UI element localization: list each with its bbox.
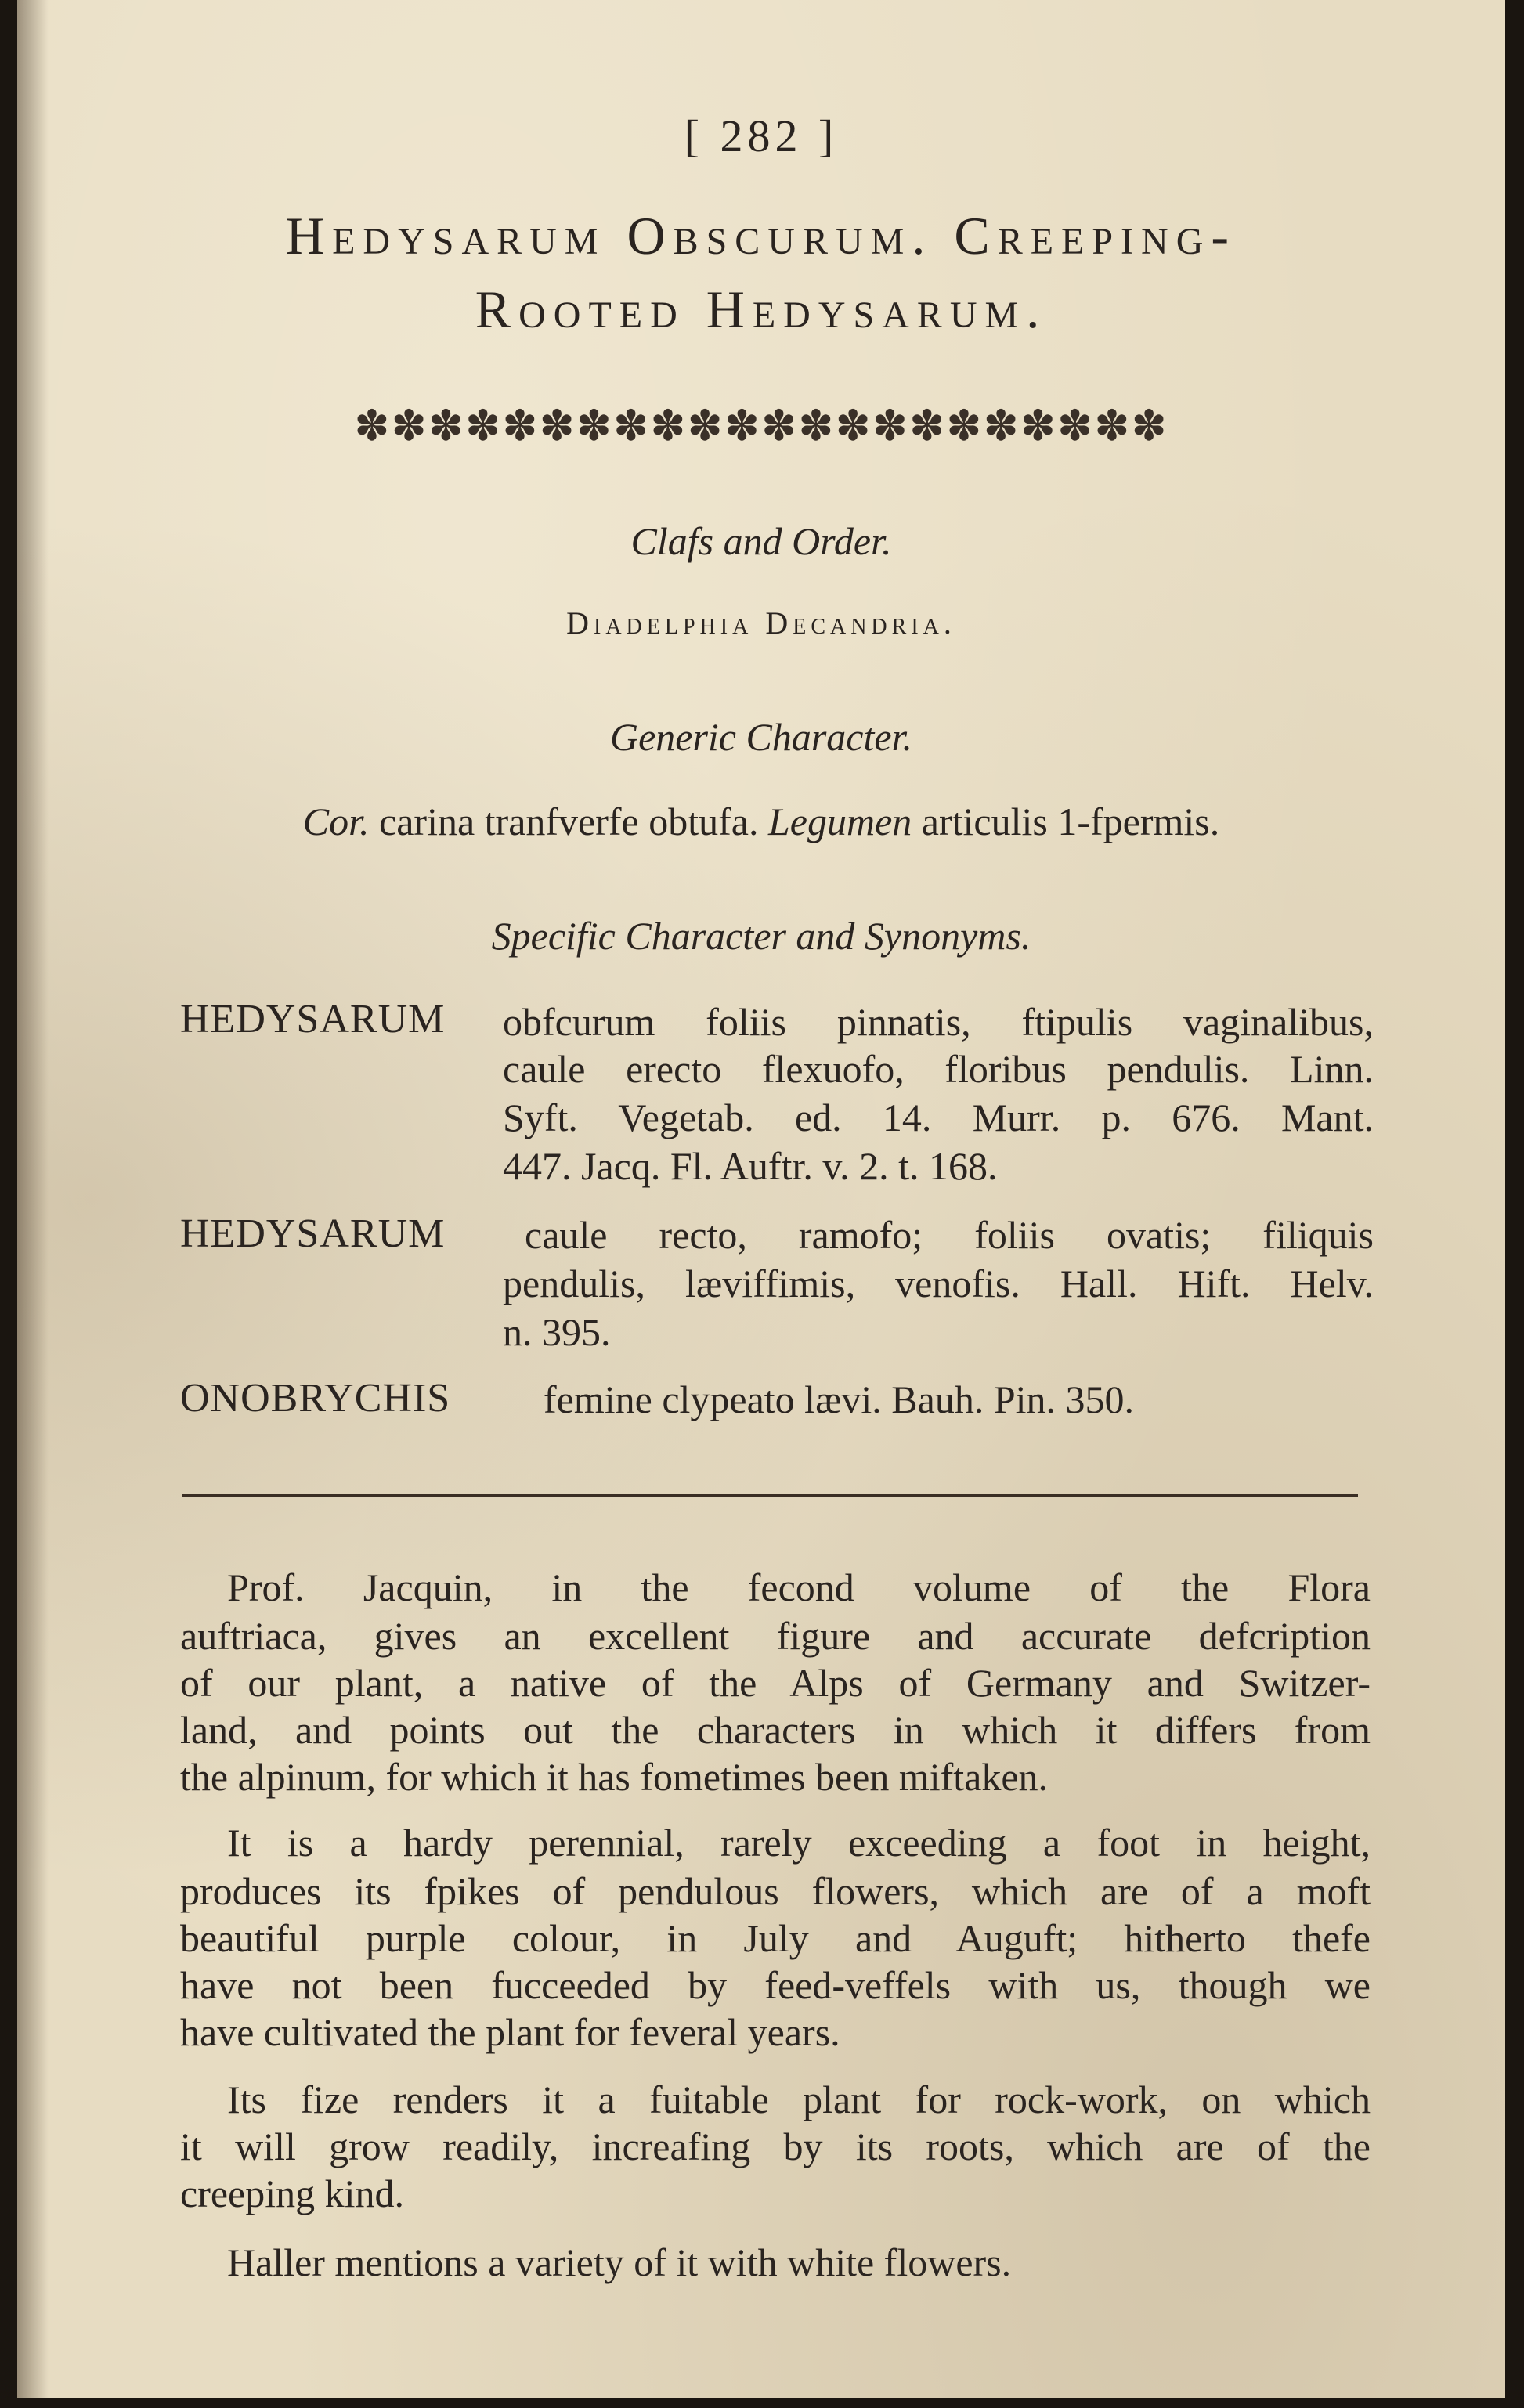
class-order-value: Diadelphia Decandria. — [566, 605, 956, 641]
synonym-2-line-3: n. 395. — [503, 1310, 611, 1354]
synonym-1-line-4: 447. Jacq. Fl. Auftr. v. 2. t. 168. — [503, 1144, 998, 1188]
page-edge-shadow — [17, 0, 49, 2398]
synonym-1-line-3: Syft. Vegetab. ed. 14. Murr. p. 676. Mant. — [503, 1096, 1374, 1139]
class-order-heading: Clafs and Order. — [630, 519, 892, 563]
synonym-3-line-1: femine clypeato lævi. Bauh. Pin. 350. — [544, 1377, 1135, 1421]
paragraph-1-line-1: Prof. Jacquin, in the fecond volume of the Flora — [227, 1565, 1371, 1609]
paragraph-3-line-3: creeping kind. — [180, 2172, 405, 2215]
title-line-1: Hedysarum Obscurum. Creeping- — [286, 206, 1237, 265]
paragraph-2-line-2: produces its fpikes of pendulous flowers, which are of a moft — [180, 1869, 1371, 1913]
paragraph-1-line-4: land, and points out the characters in which it differs from — [180, 1708, 1371, 1752]
synonym-2-line-2: pendulis, læviffimis, venofis. Hall. Hift. Helv. — [503, 1262, 1374, 1305]
generic-text-1: carina tranfverfe obtufa. — [379, 800, 759, 843]
synonym-label-3: ONOBRYCHIS — [180, 1376, 451, 1421]
synonym-1-line-2: caule erecto flexuofo, floribus pendulis. Linn. — [503, 1047, 1374, 1091]
generic-text-2: articulis 1-fpermis. — [921, 800, 1220, 843]
synonym-label-2: HEDYSARUM — [180, 1211, 446, 1256]
paragraph-2-line-1: It is a hardy perennial, rarely exceeding a foot in height, — [227, 1821, 1371, 1865]
paragraph-1-line-3: of our plant, a native of the Alps of Germany and Switzer- — [180, 1661, 1371, 1705]
generic-lead: Cor. — [302, 800, 370, 843]
title-line-2: Rooted Hedysarum. — [475, 280, 1048, 339]
specific-character-heading: Specific Character and Synonyms. — [491, 914, 1031, 958]
generic-character-heading: Generic Character. — [609, 715, 913, 759]
paragraph-2-line-3: beautiful purple colour, in July and Auguft; hitherto thefe — [180, 1916, 1371, 1960]
paragraph-1-line-2: auftriaca, gives an excellent figure and accurate defcription — [180, 1614, 1371, 1658]
page-number: [ 282 ] — [684, 110, 839, 161]
synonym-2-line-1: caule recto, ramofo; foliis ovatis; filiquis — [525, 1213, 1374, 1257]
paragraph-2-line-4: have not been fucceeded by feed-veffels with us, though we — [180, 1963, 1371, 2007]
synonym-label-1: HEDYSARUM — [180, 997, 446, 1042]
paragraph-4-line-1: Haller mentions a variety of it with white flowers. — [227, 2240, 1012, 2284]
generic-character-text — [17, 799, 1505, 844]
paragraph-3-line-2: it will grow readily, increafing by its roots, which are of the — [180, 2125, 1371, 2168]
star-ornament: ✽✽✽✽✽✽✽✽✽✽✽✽✽✽✽✽✽✽✽✽✽✽ — [354, 401, 1168, 450]
paragraph-1-line-5: the alpinum, for which it has fometimes been miftaken. — [180, 1755, 1049, 1799]
paragraph-3-line-1: Its fize renders it a fuitable plant for rock-work, on which — [227, 2078, 1371, 2121]
paragraph-2-line-5: have cultivated the plant for feveral years. — [180, 2010, 840, 2054]
section-divider — [182, 1494, 1358, 1497]
synonym-1-line-1: obfcurum foliis pinnatis, ftipulis vaginalibus, — [503, 1000, 1374, 1044]
generic-italic: Legumen — [767, 800, 912, 843]
book-page — [17, 0, 1505, 2398]
